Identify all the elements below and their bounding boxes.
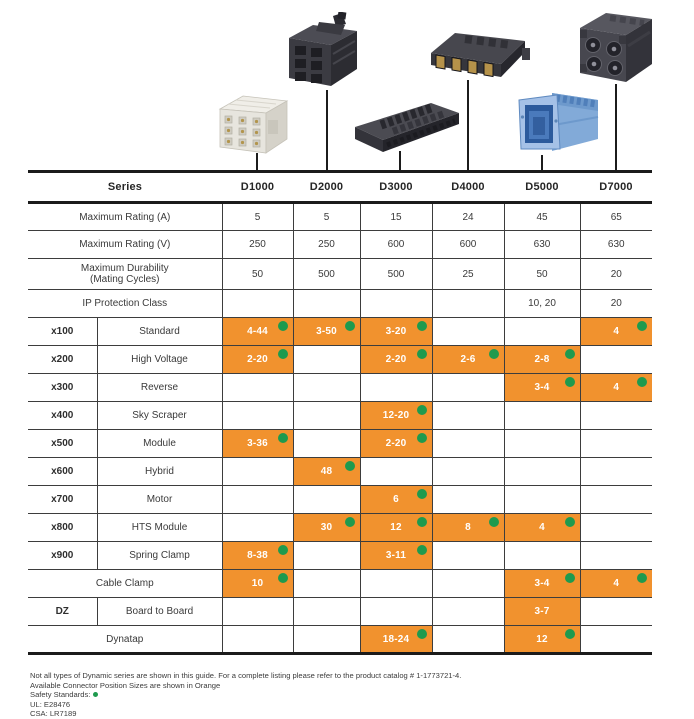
row-name: Standard	[97, 318, 222, 346]
spec-value: 24	[432, 203, 504, 231]
type-row-x300	[28, 374, 652, 402]
type-row-x900	[28, 542, 652, 570]
cell-cable-clamp-d1000	[222, 570, 293, 598]
position-size: 12	[536, 633, 548, 645]
col-header-d3000: D3000	[360, 172, 432, 203]
col-header-d7000: D7000	[580, 172, 652, 203]
connector-photo-d3000	[351, 96, 463, 159]
spec-value: 250	[222, 231, 293, 259]
cell-empty	[222, 458, 293, 486]
series-header-label: Series	[28, 172, 222, 203]
spec-label	[28, 259, 222, 290]
position-size: 10	[251, 578, 264, 589]
type-row-x600	[28, 458, 652, 486]
row-name: Module	[97, 430, 222, 458]
cell-x100-d1000	[222, 318, 293, 346]
spec-value: 630	[580, 231, 652, 259]
cell-empty	[580, 458, 652, 486]
spec-value: 20	[580, 259, 652, 290]
cell-x900-d1000	[222, 542, 293, 570]
position-size: 12-20	[382, 410, 410, 421]
footnotes	[30, 671, 461, 719]
cell-empty	[222, 486, 293, 514]
spec-label: IP Protection Class	[28, 290, 222, 318]
spec-row-max-rating-a	[28, 203, 652, 231]
cell-empty	[293, 626, 360, 654]
cell-empty	[504, 318, 580, 346]
cell-empty	[504, 458, 580, 486]
row-code: x200	[28, 346, 97, 374]
cell-empty	[580, 346, 652, 374]
row-name: Spring Clamp	[97, 542, 222, 570]
position-size: 4	[539, 522, 545, 533]
cell-empty	[293, 598, 360, 626]
cell-x900-d3000	[360, 542, 432, 570]
cell-empty	[432, 318, 504, 346]
cell-empty	[432, 374, 504, 402]
spec-label: Maximum Rating (V)	[28, 231, 222, 259]
row-code: x400	[28, 402, 97, 430]
cell-x200-d3000	[360, 346, 432, 374]
cell-empty	[222, 374, 293, 402]
cell-empty	[222, 514, 293, 542]
type-row-x700	[28, 486, 652, 514]
cell-dz-d5000	[504, 598, 580, 626]
position-size: 2-20	[385, 354, 407, 365]
spec-value: 50	[504, 259, 580, 290]
cell-empty	[580, 402, 652, 430]
row-code: x700	[28, 486, 97, 514]
safety-standards-label: Safety Standards:	[30, 690, 91, 700]
row-code: x900	[28, 542, 97, 570]
position-size: 3-11	[385, 550, 407, 561]
position-size: 2-20	[385, 438, 407, 449]
cell-empty	[293, 402, 360, 430]
table-header-row	[28, 172, 652, 203]
spec-value: 45	[504, 203, 580, 231]
row-name: Dynatap	[28, 626, 222, 654]
series-pointer-line-d2000	[326, 90, 328, 170]
type-row-dynatap	[28, 626, 652, 654]
safety-standard-dot-icon	[417, 321, 427, 331]
position-size: 18-24	[382, 633, 410, 645]
safety-standard-dot-icon	[637, 321, 647, 331]
cell-empty	[432, 402, 504, 430]
connector-photo-d4000	[427, 24, 532, 87]
cell-x200-d4000	[432, 346, 504, 374]
safety-standard-dot-icon	[565, 349, 575, 359]
safety-standard-dot-icon	[345, 321, 355, 331]
safety-standard-dot-icon	[417, 349, 427, 359]
cell-empty	[580, 626, 652, 654]
cell-x500-d1000	[222, 430, 293, 458]
position-size: 3-36	[247, 438, 268, 449]
row-name: Sky Scraper	[97, 402, 222, 430]
position-size: 2-6	[460, 354, 476, 365]
connector-photo-d2000	[283, 12, 365, 95]
safety-standard-dot-icon	[278, 545, 288, 555]
cell-empty	[580, 542, 652, 570]
safety-standard-dot-icon	[489, 349, 499, 359]
position-size: 2-8	[534, 354, 550, 365]
type-row-x800	[28, 514, 652, 542]
safety-standard-dot-icon	[345, 461, 355, 471]
cell-empty	[432, 542, 504, 570]
spec-row-max-rating-v	[28, 231, 652, 259]
spec-value: 600	[360, 231, 432, 259]
cell-cable-clamp-d5000	[504, 570, 580, 598]
safety-standard-dot-icon	[565, 377, 575, 387]
cell-empty	[222, 598, 293, 626]
safety-standard-dot-icon	[278, 321, 288, 331]
position-size: 8	[465, 522, 471, 533]
cell-x800-d5000	[504, 514, 580, 542]
cell-empty	[360, 374, 432, 402]
cell-empty	[504, 430, 580, 458]
row-name: HTS Module	[97, 514, 222, 542]
position-size: 4	[613, 326, 620, 337]
safety-standard-dot-icon	[278, 349, 288, 359]
position-size: 3-50	[316, 326, 337, 337]
position-size: 4	[613, 578, 620, 589]
safety-standard-dot-icon	[93, 692, 98, 697]
safety-standard-dot-icon	[417, 405, 427, 415]
cell-empty	[432, 598, 504, 626]
footnote-ul: UL: E28476	[30, 699, 71, 709]
spec-value: 20	[580, 290, 652, 318]
cell-dynatap-d5000	[504, 626, 580, 654]
cell-empty	[293, 346, 360, 374]
cell-empty	[293, 430, 360, 458]
type-row-x500	[28, 430, 652, 458]
position-size: 4	[613, 382, 620, 393]
cell-x600-d2000	[293, 458, 360, 486]
row-code: x800	[28, 514, 97, 542]
type-row-x100	[28, 318, 652, 346]
col-header-d5000: D5000	[504, 172, 580, 203]
cell-empty	[222, 626, 293, 654]
footnote-orange-legend: Available Connector Position Sizes are shown in Orange	[30, 680, 221, 690]
cell-x800-d4000	[432, 514, 504, 542]
position-size: 30	[320, 522, 333, 533]
spec-value: 25	[432, 259, 504, 290]
series-comparison-table	[28, 170, 652, 655]
cell-empty	[504, 542, 580, 570]
spec-value	[432, 290, 504, 318]
spec-value: 5	[222, 203, 293, 231]
spec-value: 600	[432, 231, 504, 259]
spec-value	[293, 290, 360, 318]
position-size: 8-38	[247, 550, 268, 561]
cell-x800-d3000	[360, 514, 432, 542]
spec-value: 500	[360, 259, 432, 290]
spec-value: 50	[222, 259, 293, 290]
cell-empty	[222, 402, 293, 430]
cell-empty	[504, 486, 580, 514]
type-row-dz	[28, 598, 652, 626]
type-row-x200	[28, 346, 652, 374]
position-size: 3-4	[534, 382, 550, 393]
spec-value: 500	[293, 259, 360, 290]
type-row-cable-clamp	[28, 570, 652, 598]
footnote-safety	[30, 690, 461, 700]
position-size: 3-7	[534, 606, 550, 617]
spec-value: 5	[293, 203, 360, 231]
cell-empty	[432, 486, 504, 514]
cell-dynatap-d3000	[360, 626, 432, 654]
footnote-catalog: Not all types of Dynamic series are shown in this guide. For a complete listing please refer to the product catalog # 1-1773721-4.	[30, 671, 462, 680]
spec-row-durability	[28, 259, 652, 290]
connector-photo-d7000	[572, 6, 660, 91]
cell-x200-d5000	[504, 346, 580, 374]
cell-x100-d2000	[293, 318, 360, 346]
type-row-x400	[28, 402, 652, 430]
cell-empty	[360, 570, 432, 598]
row-code: x300	[28, 374, 97, 402]
cell-x400-d3000	[360, 402, 432, 430]
position-size: 2-20	[247, 354, 268, 365]
cell-cable-clamp-d7000	[580, 570, 652, 598]
safety-standard-dot-icon	[278, 573, 288, 583]
safety-standard-dot-icon	[565, 629, 575, 639]
position-size: 4-44	[247, 326, 268, 337]
spec-value: 65	[580, 203, 652, 231]
cell-empty	[432, 626, 504, 654]
connector-photo-d1000	[210, 90, 295, 163]
cell-empty	[360, 458, 432, 486]
row-code: x500	[28, 430, 97, 458]
spec-value: 250	[293, 231, 360, 259]
spec-row-ip-class	[28, 290, 652, 318]
cell-empty	[360, 598, 432, 626]
spec-value	[222, 290, 293, 318]
safety-standard-dot-icon	[417, 433, 427, 443]
safety-standard-dot-icon	[417, 545, 427, 555]
col-header-d2000: D2000	[293, 172, 360, 203]
spec-label-line1: Maximum Durability	[80, 263, 169, 274]
cell-x300-d7000	[580, 374, 652, 402]
col-header-d1000: D1000	[222, 172, 293, 203]
position-size: 6	[393, 494, 399, 505]
row-name: Hybrid	[97, 458, 222, 486]
spec-value: 630	[504, 231, 580, 259]
cell-empty	[432, 458, 504, 486]
safety-standard-dot-icon	[637, 573, 647, 583]
cell-x100-d3000	[360, 318, 432, 346]
safety-standard-dot-icon	[417, 489, 427, 499]
connector-photo-d5000	[512, 85, 604, 162]
footnote-csa: CSA: LR7189	[30, 709, 77, 719]
cell-x500-d3000	[360, 430, 432, 458]
safety-standard-dot-icon	[345, 517, 355, 527]
row-code: x100	[28, 318, 97, 346]
safety-standard-dot-icon	[278, 433, 288, 443]
col-header-d4000: D4000	[432, 172, 504, 203]
spec-value: 15	[360, 203, 432, 231]
cell-empty	[293, 542, 360, 570]
spec-label: Maximum Rating (A)	[28, 203, 222, 231]
spec-value: 10, 20	[504, 290, 580, 318]
row-code: x600	[28, 458, 97, 486]
cell-x100-d7000	[580, 318, 652, 346]
series-pointer-line-d7000	[615, 84, 617, 170]
cell-empty	[580, 514, 652, 542]
cell-empty	[293, 570, 360, 598]
cell-empty	[580, 598, 652, 626]
cell-empty	[293, 374, 360, 402]
row-name: Reverse	[97, 374, 222, 402]
cell-empty	[580, 486, 652, 514]
cell-empty	[293, 486, 360, 514]
row-name: Board to Board	[97, 598, 222, 626]
position-size: 48	[320, 466, 333, 477]
safety-standard-dot-icon	[417, 517, 427, 527]
spec-label-line2: (Mating Cycles)	[90, 274, 160, 285]
cell-x800-d2000	[293, 514, 360, 542]
row-name: Motor	[97, 486, 222, 514]
row-code: DZ	[28, 598, 97, 626]
position-size: 12	[390, 522, 402, 533]
cell-empty	[504, 402, 580, 430]
cell-empty	[580, 430, 652, 458]
position-size: 3-20	[385, 326, 407, 337]
safety-standard-dot-icon	[637, 377, 647, 387]
cell-empty	[432, 430, 504, 458]
series-pointer-line-d4000	[467, 80, 469, 170]
cell-empty	[432, 570, 504, 598]
safety-standard-dot-icon	[489, 517, 499, 527]
row-name: Cable Clamp	[28, 570, 222, 598]
cell-x700-d3000	[360, 486, 432, 514]
spec-value	[360, 290, 432, 318]
safety-standard-dot-icon	[565, 517, 575, 527]
row-name: High Voltage	[97, 346, 222, 374]
safety-standard-dot-icon	[417, 629, 427, 639]
cell-x200-d1000	[222, 346, 293, 374]
safety-standard-dot-icon	[565, 573, 575, 583]
cell-x300-d5000	[504, 374, 580, 402]
position-size: 3-4	[534, 578, 550, 589]
